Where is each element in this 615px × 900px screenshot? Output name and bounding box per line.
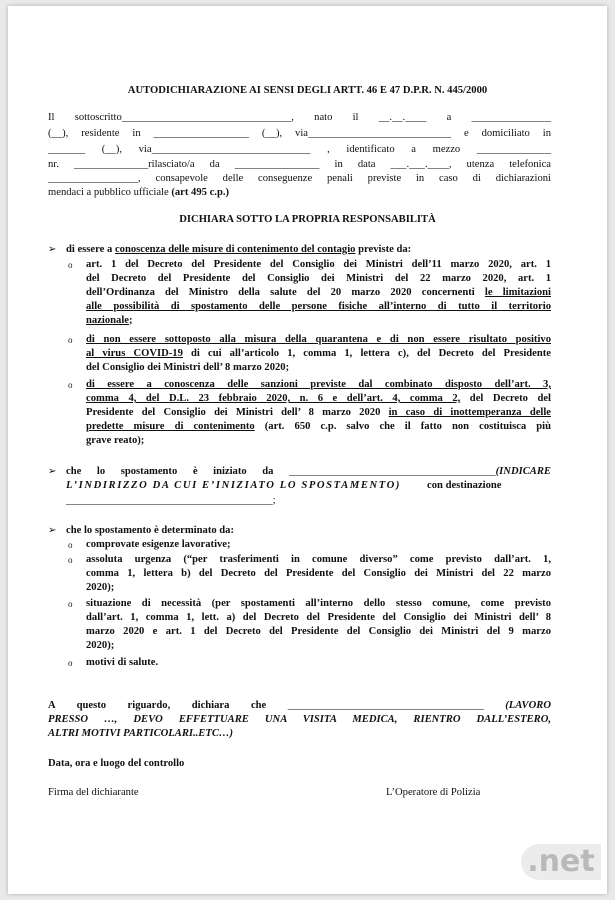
item-3-line-3-underlined: in caso di inottemperanza delle — [388, 407, 551, 418]
arrow-bullet-icon: ➢ — [48, 244, 57, 255]
reason-necessity-line-1: situazione di necessità (per spostamenti all’interno dello stesso comune, come previsto — [86, 598, 551, 609]
item-3-line-5: grave reato); — [86, 435, 145, 446]
arrow-bullet-icon: ➢ — [48, 466, 57, 477]
control-label: Data, ora e luogo del controllo — [48, 758, 185, 769]
intro-line-5: _________________, consapevole delle conseguenze penali previste in caso di dichiarazioni — [48, 173, 551, 184]
item-2-line-2 — [86, 347, 551, 361]
item-1-line-3-text: dell’Ordinanza del Ministro della salute del 20 marzo 2020 concernenti — [86, 287, 485, 298]
item-3-line-1: di essere a conoscenza delle sanzioni previste dal combinato disposto dell’art. 3, — [86, 379, 551, 390]
regard-line-1 — [48, 699, 551, 713]
item-1-line-4: alle possibilità di spostamento delle persone fisiche all’interno di tutto il territorio — [86, 301, 551, 312]
item-2-line-2-underlined: al virus COVID-19 — [86, 348, 183, 359]
item-2-line-1: di non essere sottoposto alla misura della quarantena e di non essere risultato positivo — [86, 334, 551, 345]
reason-urgency-line-2: comma 1, lettera b) del Decreto del Presidente del Consiglio dei Ministri del 22 marzo — [86, 568, 551, 579]
circle-bullet-icon: o — [68, 335, 73, 345]
intro-line-6 — [48, 186, 551, 200]
bullet-2-hint: L’INDIRIZZO DA CUI E’INIZIATO LO SPOSTAMENTO) — [66, 480, 402, 491]
intro-article-ref: (art 495 c.p.) — [171, 187, 230, 198]
regard-hint-start: (LAVORO — [483, 700, 551, 711]
declarant-signature-label: Firma del dichiarante — [48, 787, 139, 798]
arrow-bullet-icon: ➢ — [48, 525, 57, 536]
item-3-line-4-underlined: predette misure di contenimento — [86, 421, 255, 432]
circle-bullet-icon: o — [68, 540, 73, 550]
reason-urgency-line-1: assoluta urgenza (“per trasferimenti in comune diverso” come previsto dall’art. 1, — [86, 554, 551, 565]
intro-line-3: _______ (__), via______________________________ , identificato a mezzo ______________ — [48, 144, 551, 155]
bullet-3-intro: che lo spostamento è determinato da: — [66, 525, 235, 536]
item-1-line-3-underlined: le limitazioni — [484, 287, 551, 298]
reason-work: comprovate esigenze lavorative; — [86, 539, 231, 550]
item-1-line-3 — [86, 286, 551, 300]
document-title: AUTODICHIARAZIONE AI SENSI DEGLI ARTT. 46 E 47 D.P.R. N. 445/2000 — [127, 85, 488, 96]
item-2-line-3: del Consiglio dei Ministri dell’ 8 marzo 2020; — [86, 362, 290, 373]
police-officer-signature-label: L’Operatore di Polizia — [386, 787, 481, 798]
item-3-line-2 — [86, 392, 551, 406]
item-3-line-3 — [86, 406, 551, 420]
intro-line-4: nr. ______________rilasciato/a da ________________ in data ___.___.____, utenza telefonica — [48, 159, 551, 170]
document-page — [8, 6, 607, 894]
reason-health: motivi di salute. — [86, 657, 159, 668]
bullet-2-line-2 — [66, 479, 551, 493]
regard-line-2: PRESSO …, DEVO EFFETTUARE UNA VISITA MEDICA, RIENTRO DALL’ESTERO, — [48, 714, 551, 725]
item-2-line-2-text: di cui all’articolo 1, comma 1, lettera c), del Decreto del Presidente — [182, 348, 551, 359]
item-3-line-4 — [86, 420, 551, 434]
item-1-line-5-underlined: nazionale — [86, 315, 129, 326]
declaration-heading: DICHIARA SOTTO LA PROPRIA RESPONSABILITÀ — [179, 214, 436, 225]
bullet-1-underlined: conoscenza delle misure di contenimento del contagio — [114, 244, 356, 255]
item-3-line-3-text: Presidente del Consiglio dei Ministri dell’ 8 marzo 2020 — [86, 407, 389, 418]
regard-text: A questo riguardo, dichiara che — [48, 700, 288, 711]
intro-line-1: Il sottoscritto________________________________, nato il __.__.____ a _______________ — [48, 112, 551, 123]
bullet-2-destination-label: con destinazione — [427, 480, 502, 491]
bullet-2-line-1 — [66, 465, 551, 479]
bullet-1-pre: di essere a — [66, 244, 115, 255]
circle-bullet-icon: o — [68, 380, 73, 390]
bullet-1-intro — [66, 243, 551, 257]
circle-bullet-icon: o — [68, 658, 73, 668]
reason-urgency-line-3: 2020); — [86, 582, 115, 593]
reason-blank: _____________________________________ — [287, 700, 484, 711]
regard-line-3: ALTRI MOTIVI PARTICOLARI..ETC…) — [48, 728, 234, 739]
item-3-line-2-text: del Decreto del — [460, 393, 551, 404]
intro-line-2: (__), residente in __________________ (__), via___________________________ e domiciliato in — [48, 128, 551, 139]
circle-bullet-icon: o — [68, 260, 73, 270]
circle-bullet-icon: o — [68, 599, 73, 609]
item-1-line-1: art. 1 del Decreto del Presidente del Consiglio dei Ministri dell’11 marzo 2020, art. 1 — [86, 259, 551, 270]
start-address-blank: _______________________________________ — [289, 466, 496, 477]
intro-line-6-text: mendaci a pubblico ufficiale — [48, 187, 172, 198]
item-1-line-5-text: ; — [128, 315, 133, 326]
item-3-line-2-underlined: comma 4, del D.L. 23 febbraio 2020, n. 6 e dell’art. 4, comma 2, — [86, 393, 461, 404]
reason-necessity-line-2: dall’art. 1, comma 1, lett. a) del Decreto del Presidente del Consiglio dei Ministri dell’ 8 — [86, 612, 551, 623]
circle-bullet-icon: o — [68, 555, 73, 565]
bullet-2-text: che lo spostamento è iniziato da — [66, 466, 290, 477]
destination-blank: _______________________________________; — [66, 495, 276, 506]
watermark-logo: .net — [521, 844, 601, 880]
item-1-line-5 — [86, 314, 551, 328]
item-3-line-4-text: (art. 650 c.p. salvo che il fatto non costituisca più — [254, 421, 552, 432]
bullet-2-hint-start: (INDICARE — [495, 466, 551, 477]
reason-necessity-line-3: marzo 2020 e art. 1 del Decreto del Presidente del Consiglio dei Ministri del 9 marzo — [86, 626, 551, 637]
bullet-1-post: previste da: — [355, 244, 412, 255]
reason-necessity-line-4: 2020); — [86, 640, 115, 651]
item-1-line-2: del Decreto del Presidente del Consiglio dei Ministri del 22 marzo 2020, art. 1 — [86, 273, 551, 284]
